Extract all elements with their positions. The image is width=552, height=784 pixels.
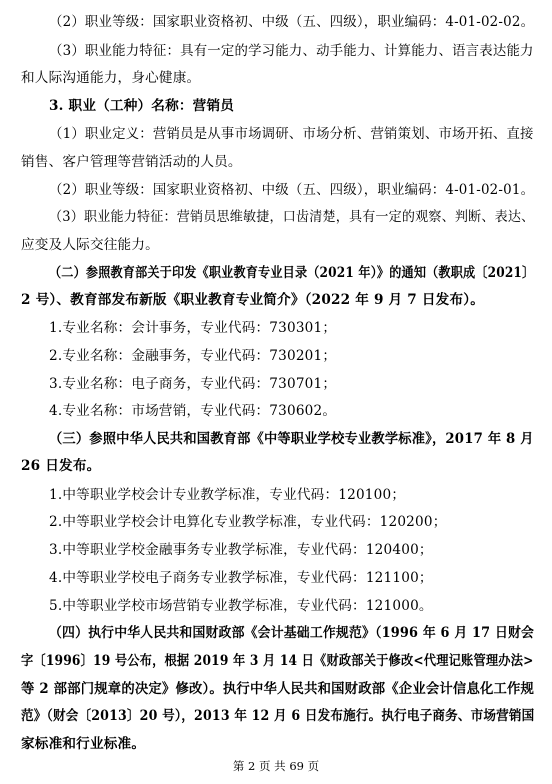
section-heading: 范》（财会〔2013〕20 号），2013 年 12 月 6 日发布施行。执行电子商务、市场营销国 [21, 708, 535, 724]
list-item: 1.专业名称：会计事务，专业代码：730301； [49, 320, 337, 336]
text-line: （3）职业能力特征：营销员思维敏捷，口齿清楚，具有一定的观察、判断、表达、 [49, 209, 535, 225]
text-line: （3）职业能力特征：具有一定的学习能力、动手能力、计算能力、语言表达能力 [49, 43, 534, 59]
text-line: 销售、客户管理等营销活动的人员。 [21, 154, 242, 170]
section-heading: 2 号）、教育部发布新版《职业教育专业简介》（2022 年 9 月 7 日发布）。 [21, 292, 485, 308]
list-item: 2.中等职业学校会计电算化专业教学标准，专业代码：120200； [49, 514, 447, 530]
page-footer: 第 2 页 共 69 页 [232, 759, 320, 773]
list-item: 4.专业名称：市场营销，专业代码：730602。 [49, 403, 337, 419]
section-heading: 字〔1996〕19 号公布，根据 2019 年 3 月 14 日《财政部关于修改<代理记账管理办法> [21, 653, 534, 669]
section-heading: 家标准和行业标准。 [21, 736, 146, 752]
text-line: （2）职业等级：国家职业资格初、中级（五、四级），职业编码：4-01-02-01。 [49, 182, 535, 198]
text-line: （2）职业等级：国家职业资格初、中级（五、四级），职业编码：4-01-02-02。 [49, 14, 535, 30]
text-line: 和人际沟通能力，身心健康。 [21, 70, 201, 86]
text-line: 应变及人际交往能力。 [21, 237, 159, 253]
section-heading: （四）执行中华人民共和国财政部《会计基础工作规范》（1996 年 6 月 17 日财会 [49, 625, 535, 641]
section-heading: 26 日发布。 [21, 458, 101, 474]
section-heading: （三）参照中华人民共和国教育部《中等职业学校专业教学标准》，2017 年 8 月 [49, 431, 534, 447]
list-item: 3.专业名称：电子商务，专业代码：730701； [49, 376, 337, 392]
list-item: 5.中等职业学校市场营销专业教学标准，专业代码：121000。 [49, 598, 433, 614]
text-line: （1）职业定义：营销员是从事市场调研、市场分析、营销策划、市场开拓、直接 [49, 126, 534, 142]
section-heading: 等 2 部部门规章的决定》修改）。执行中华人民共和国财政部《企业会计信息化工作规 [21, 681, 535, 697]
section-heading: （二）参照教育部关于印发《职业教育专业目录（2021 年）》的通知（教职成〔2021〕 [49, 265, 535, 281]
list-item: 4.中等职业学校电子商务专业教学标准，专业代码：121100； [49, 570, 433, 586]
list-item: 1.中等职业学校会计专业教学标准，专业代码：120100； [49, 487, 406, 503]
list-item: 2.专业名称：金融事务，专业代码：730201； [49, 348, 337, 364]
section-heading: 3. 职业（工种）名称：营销员 [49, 98, 235, 114]
list-item: 3.中等职业学校金融事务专业教学标准，专业代码：120400； [49, 542, 433, 558]
